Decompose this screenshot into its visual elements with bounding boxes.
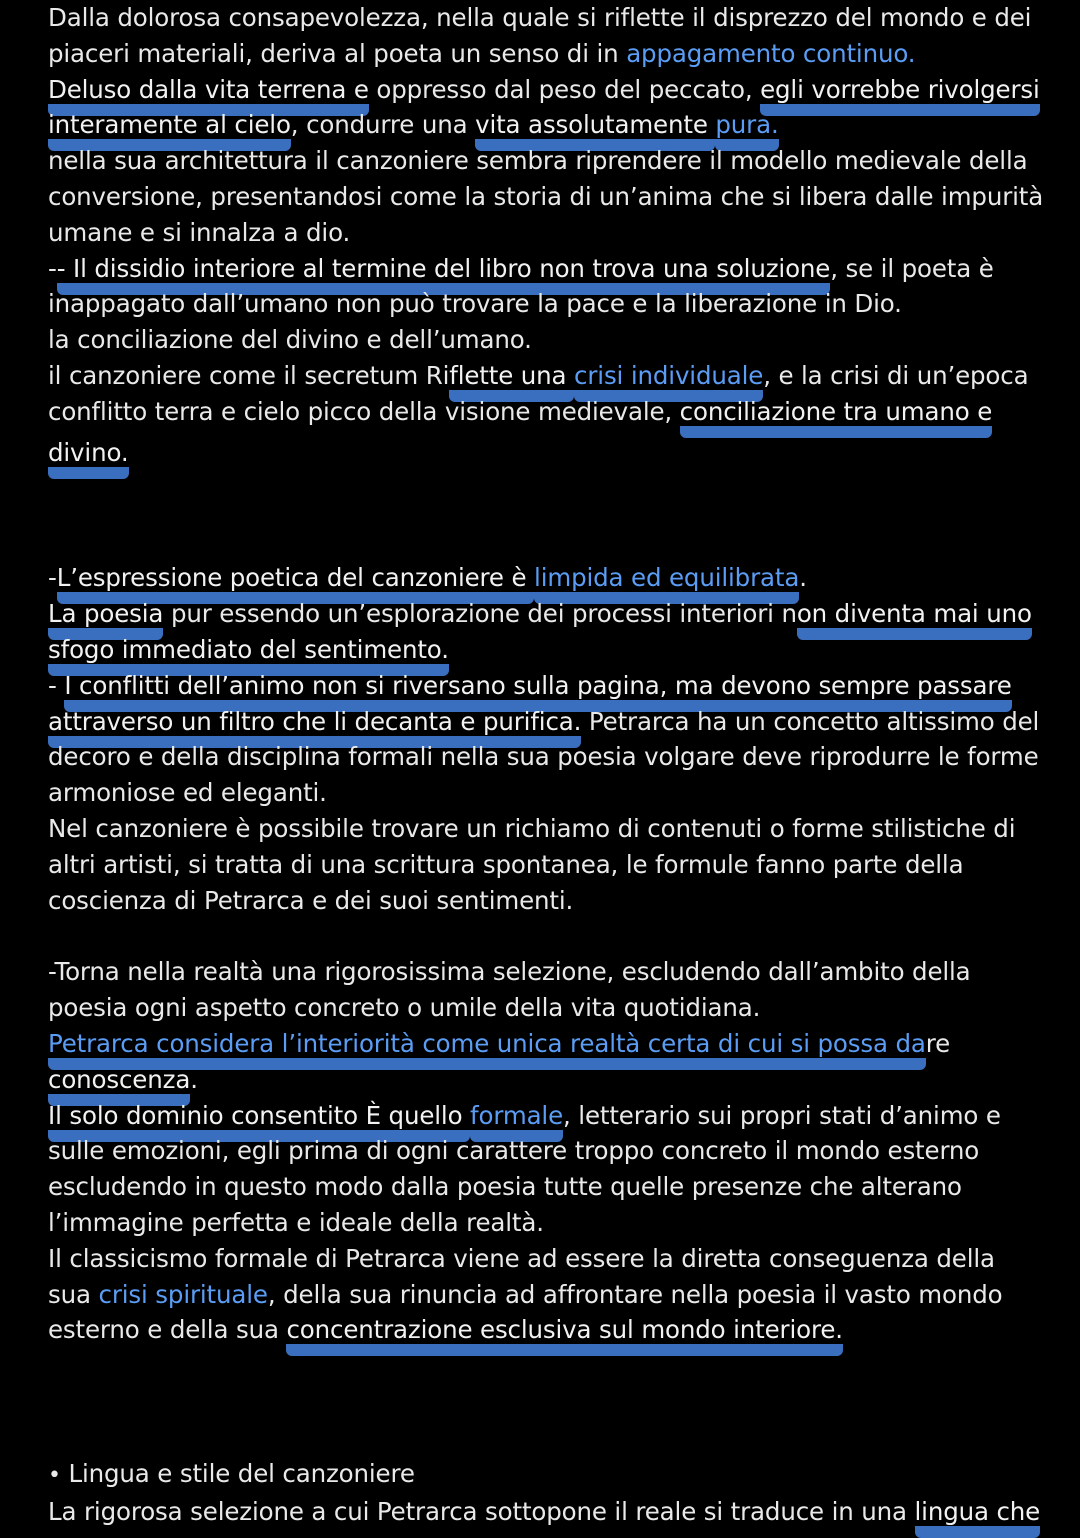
text-span: sua	[48, 1279, 99, 1309]
text-line	[48, 394, 1048, 430]
text-span: pur essendo un’esplorazione dei processi interiori n	[163, 599, 797, 629]
text-span: Nel canzoniere è possibile trovare un richiamo di contenuti o forme stilistiche di	[48, 813, 1016, 843]
highlighted-link-text[interactable]: appagamento continuo.	[626, 38, 916, 68]
highlighted-link-text[interactable]: crisi spirituale	[98, 1279, 268, 1309]
text-span: conflitto terra e cielo picco della visione medievale,	[48, 396, 680, 426]
spacer	[48, 1348, 1048, 1456]
text-span: altri artisti, si tratta di una scrittura spontanea, le formule fanno parte della	[48, 849, 964, 879]
text-line	[48, 1169, 1048, 1205]
highlight-mark: concentrazione esclusiva sul mondo interiore.	[286, 1315, 842, 1356]
text-span: , e la crisi di un’epoca	[763, 360, 1029, 390]
text-span: poesia ogni aspetto concreto o umile della vita quotidiana.	[48, 993, 761, 1023]
text-span: il canzoniere come il secretum Ri	[48, 360, 450, 390]
heading-text: Lingua e stile del canzoniere	[60, 1459, 415, 1489]
text-line	[48, 1205, 1048, 1241]
text-line	[48, 435, 1048, 471]
text-span: coscienza di Petrarca e dei suoi sentimenti.	[48, 885, 574, 915]
highlighted-link-text[interactable]: crisi individuale	[574, 361, 763, 402]
highlighted-link-text[interactable]: Petrarca considera l’interiorità come unica realtà certa di cui si possa da	[48, 1029, 926, 1070]
text-span: nella sua architettura il canzoniere sembra riprendere il modello medievale della	[48, 146, 1028, 176]
highlight-mark: sfogo immediato del sentimento.	[48, 635, 449, 676]
highlight-mark: La poesia	[48, 599, 163, 640]
text-line	[48, 811, 1048, 847]
text-span: Dalla dolorosa consapevolezza, nella quale si riflette il disprezzo del mondo e dei	[48, 3, 1032, 32]
highlight-mark: flette una	[449, 361, 574, 402]
text-span: .	[799, 563, 807, 593]
text-line	[48, 143, 1048, 179]
paragraph-2	[48, 560, 1048, 918]
text-line	[48, 1277, 1048, 1313]
highlight-mark: divino.	[48, 438, 129, 479]
text-span: Petrarca ha un concetto altissimo del	[581, 706, 1040, 736]
highlight-mark: - Il dissidio interiore al termine del libro non trova una soluzione	[57, 254, 831, 295]
text-span: conversione, presentandosi come la storia di un’anima che si libera dalle impurità	[48, 181, 1044, 211]
highlight-mark: interamente al cielo	[48, 110, 291, 151]
spacer	[48, 470, 1048, 560]
text-span: sulle emozioni, egli prima di ogni carattere troppo concreto il mondo esterno	[48, 1136, 980, 1166]
paragraph-3	[48, 954, 1048, 1348]
text-span: -Torna nella realtà una rigorosissima selezione, escludendo dall’ambito della	[48, 957, 971, 987]
text-line	[48, 215, 1048, 251]
highlight-mark: Deluso dalla vita terrena e	[48, 75, 369, 116]
highlight-mark: conoscenza	[48, 1065, 190, 1106]
text-line	[48, 596, 1048, 632]
text-span: Il classicismo formale di Petrarca viene ad essere la diretta conseguenza della	[48, 1243, 995, 1273]
text-line	[48, 1133, 1048, 1169]
highlight-mark: vita assolutamente	[475, 110, 715, 151]
text-line	[48, 847, 1048, 883]
text-line	[48, 36, 1048, 72]
text-line	[48, 954, 1048, 990]
text-span: oppresso dal peso del peccato,	[368, 74, 761, 104]
text-line	[48, 322, 1048, 358]
highlight-mark: lingua che	[915, 1497, 1041, 1538]
text-span: escludendo in questo modo dalla poesia tutte quelle presenze che alterano	[48, 1172, 962, 1202]
note-content	[48, 0, 1048, 1530]
text-span: armoniose ed eleganti.	[48, 778, 327, 808]
text-span: esterno e della sua	[48, 1315, 287, 1345]
text-line	[48, 1494, 1048, 1530]
text-span: l’immagine perfetta e ideale della realtà.	[48, 1207, 544, 1237]
text-line	[48, 1241, 1048, 1277]
section-lingua-stile	[48, 1456, 1048, 1530]
text-span: -	[48, 563, 57, 593]
text-span: -	[48, 253, 57, 283]
text-line	[48, 179, 1048, 215]
text-span: decoro e della disciplina formali nella sua poesia volgare deve riprodurre le forme	[48, 742, 1039, 772]
text-line	[48, 990, 1048, 1026]
highlight-mark: I conflitti dell’animo non si riversano sulla pagina, ma devono sempre passare	[64, 671, 1011, 712]
paragraph-1	[48, 0, 1048, 470]
text-span: inappagato dall’umano non può trovare la pace e la liberazione in Dio.	[48, 289, 902, 319]
text-span: la conciliazione del divino e dell’umano.	[48, 325, 532, 355]
text-span: La rigorosa selezione a cui Petrarca sottopone il reale si traduce in una	[48, 1496, 915, 1526]
text-span: piaceri materiali, deriva al poeta un senso di in	[48, 38, 627, 68]
text-line	[48, 883, 1048, 919]
text-line	[48, 560, 1048, 596]
text-span: , condurre una	[290, 110, 476, 140]
highlighted-link-text[interactable]: pura.	[715, 110, 778, 151]
text-line	[48, 0, 1048, 36]
text-span: umane e si innalza a dio.	[48, 217, 351, 247]
text-line	[48, 251, 1048, 287]
highlight-mark: attraverso un filtro che li decanta e purifica.	[48, 707, 581, 748]
section-heading	[48, 1456, 1048, 1494]
text-line	[48, 1098, 1048, 1134]
highlight-mark: on diventa mai uno	[797, 599, 1032, 640]
spacer	[48, 918, 1048, 954]
text-span: , letterario sui propri stati d’animo e	[563, 1100, 1001, 1130]
highlight-mark: egli vorrebbe rivolgersi	[760, 75, 1040, 116]
text-line	[48, 775, 1048, 811]
text-span: , se il poeta è	[830, 253, 994, 283]
text-line	[48, 358, 1048, 394]
text-line	[48, 1312, 1048, 1348]
text-line	[48, 286, 1048, 322]
text-line	[48, 668, 1048, 704]
text-line	[48, 1026, 1048, 1062]
highlight-mark: Il solo dominio consentito È quello	[48, 1101, 470, 1142]
highlight-mark: conciliazione tra umano e	[680, 397, 992, 438]
text-line	[48, 704, 1048, 740]
text-span: re	[925, 1028, 951, 1058]
bullet-icon: •	[48, 1463, 61, 1489]
highlight-mark: L’espressione poetica del canzoniere è	[57, 563, 534, 604]
highlighted-link-text[interactable]: formale	[470, 1101, 563, 1142]
text-line	[48, 739, 1048, 775]
text-line	[48, 72, 1048, 108]
text-span: -	[48, 670, 65, 700]
highlighted-link-text[interactable]: limpida ed equilibrata	[534, 563, 799, 604]
text-span: , della sua rinuncia ad affrontare nella poesia il vasto mondo	[267, 1279, 1003, 1309]
text-span: .	[190, 1064, 198, 1094]
